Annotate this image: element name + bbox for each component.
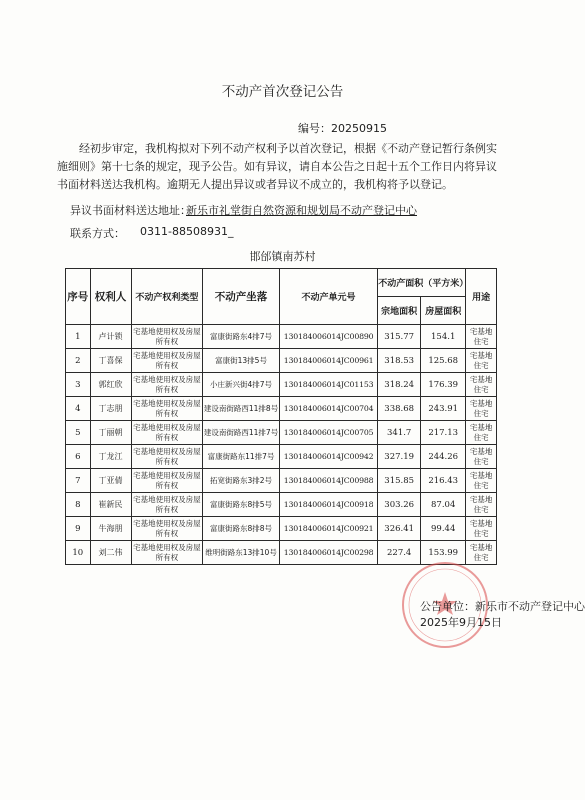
table-row bbox=[66, 517, 497, 541]
row-land-area: 315.85 bbox=[378, 469, 421, 493]
row-location: 富康街路东4排7号 bbox=[203, 325, 280, 349]
row-index: 6 bbox=[66, 445, 91, 469]
row-index: 9 bbox=[66, 517, 91, 541]
row-house-area: 216.43 bbox=[421, 469, 466, 493]
row-location: 小庄新兴街4排7号 bbox=[203, 373, 280, 397]
row-index: 2 bbox=[66, 349, 91, 373]
row-location: 拓宽街路东3排2号 bbox=[203, 469, 280, 493]
table-row bbox=[66, 445, 497, 469]
row-unit-no: 130184006014JC00704 bbox=[279, 397, 377, 421]
row-usage: 宅基地住宅 bbox=[466, 325, 497, 349]
row-house-area: 243.91 bbox=[421, 397, 466, 421]
row-usage: 宅基地住宅 bbox=[466, 373, 497, 397]
header-owner: 权利人 bbox=[90, 269, 131, 325]
row-owner: 丁龙江 bbox=[90, 445, 131, 469]
row-location: 富康街路东11排7号 bbox=[203, 445, 280, 469]
row-unit-no: 130184006014JC00890 bbox=[279, 325, 377, 349]
row-unit-no: 130184006014JC00918 bbox=[279, 493, 377, 517]
row-land-area: 318.24 bbox=[378, 373, 421, 397]
header-index: 序号 bbox=[66, 269, 91, 325]
contact-value: 0311-88508931_ bbox=[140, 225, 234, 238]
row-owner: 丁志朋 bbox=[90, 397, 131, 421]
row-index: 4 bbox=[66, 397, 91, 421]
row-right-type: 宅基地使用权及房屋所有权 bbox=[131, 469, 203, 493]
row-index: 5 bbox=[66, 421, 91, 445]
header-area: 不动产面积（平方米） bbox=[378, 269, 466, 297]
row-usage: 宅基地住宅 bbox=[466, 445, 497, 469]
row-usage: 宅基地住宅 bbox=[466, 493, 497, 517]
row-index: 3 bbox=[66, 373, 91, 397]
intro-paragraph: 经初步审定，我机构拟对下列不动产权利予以首次登记，根据《不动产登记暂行条例实施细则》第十七条的规定，现予公告。如有异议，请自本公告之日起十五个工作日内将异议书面材料送达我机构。逾期无人提出异议或者异议不成立的，我机构将予以登记。 bbox=[57, 142, 497, 191]
page-title: 不动产首次登记公告 bbox=[221, 84, 344, 100]
row-location: 建设南街路西11排8号 bbox=[203, 397, 280, 421]
row-unit-no: 130184006014JC00961 bbox=[279, 349, 377, 373]
row-right-type: 宅基地使用权及房屋所有权 bbox=[131, 325, 203, 349]
row-house-area: 244.26 bbox=[421, 445, 466, 469]
row-house-area: 87.04 bbox=[421, 493, 466, 517]
row-index: 1 bbox=[66, 325, 91, 349]
row-index: 10 bbox=[66, 541, 91, 565]
row-right-type: 宅基地使用权及房屋所有权 bbox=[131, 493, 203, 517]
row-usage: 宅基地住宅 bbox=[466, 397, 497, 421]
row-land-area: 341.7 bbox=[378, 421, 421, 445]
table-row bbox=[66, 349, 497, 373]
row-right-type: 宅基地使用权及房屋所有权 bbox=[131, 397, 203, 421]
row-owner: 刘二伟 bbox=[90, 541, 131, 565]
row-unit-no: 130184006014JC00705 bbox=[279, 421, 377, 445]
address-label: 异议书面材料送达地址： bbox=[70, 204, 191, 217]
row-location: 富康街路东8排5号 bbox=[203, 493, 280, 517]
table-row bbox=[66, 421, 497, 445]
table-row bbox=[66, 373, 497, 397]
table-row bbox=[66, 469, 497, 493]
row-land-area: 315.77 bbox=[378, 325, 421, 349]
row-unit-no: 130184006014JC00942 bbox=[279, 445, 377, 469]
row-house-area: 217.13 bbox=[421, 421, 466, 445]
row-right-type: 宅基地使用权及房屋所有权 bbox=[131, 541, 203, 565]
header-right-type: 不动产权利类型 bbox=[131, 269, 203, 325]
header-location: 不动产坐落 bbox=[203, 269, 280, 325]
row-owner: 牛海朋 bbox=[90, 517, 131, 541]
row-unit-no: 130184006014JC00921 bbox=[279, 517, 377, 541]
row-usage: 宅基地住宅 bbox=[466, 421, 497, 445]
row-house-area: 125.68 bbox=[421, 349, 466, 373]
row-owner: 卢计锁 bbox=[90, 325, 131, 349]
row-unit-no: 130184006014JC01153 bbox=[279, 373, 377, 397]
row-owner: 丁丽朝 bbox=[90, 421, 131, 445]
signature-org: 公告单位：新乐市不动产登记中心 bbox=[420, 600, 585, 613]
row-right-type: 宅基地使用权及房屋所有权 bbox=[131, 421, 203, 445]
row-right-type: 宅基地使用权及房屋所有权 bbox=[131, 445, 203, 469]
row-index: 8 bbox=[66, 493, 91, 517]
row-location: 富康街13排5号 bbox=[203, 349, 280, 373]
signature-date: 2025年9月15日 bbox=[420, 616, 502, 629]
row-land-area: 303.26 bbox=[378, 493, 421, 517]
table-row bbox=[66, 325, 497, 349]
row-owner: 崔新民 bbox=[90, 493, 131, 517]
row-right-type: 宅基地使用权及房屋所有权 bbox=[131, 373, 203, 397]
row-unit-no: 130184006014JC00988 bbox=[279, 469, 377, 493]
header-house-area: 房屋面积 bbox=[421, 297, 466, 325]
row-index: 7 bbox=[66, 469, 91, 493]
row-house-area: 176.39 bbox=[421, 373, 466, 397]
row-owner: 郭红欣 bbox=[90, 373, 131, 397]
table-row bbox=[66, 397, 497, 421]
table-row bbox=[66, 493, 497, 517]
row-land-area: 338.68 bbox=[378, 397, 421, 421]
row-usage: 宅基地住宅 bbox=[466, 469, 497, 493]
row-unit-no: 130184006014JC00298 bbox=[279, 541, 377, 565]
header-land-area: 宗地面积 bbox=[378, 297, 421, 325]
document-number: 编号：20250915 bbox=[298, 122, 387, 135]
row-house-area: 154.1 bbox=[421, 325, 466, 349]
row-land-area: 327.19 bbox=[378, 445, 421, 469]
row-usage: 宅基地住宅 bbox=[466, 349, 497, 373]
row-usage: 宅基地住宅 bbox=[466, 517, 497, 541]
row-owner: 丁亚倩 bbox=[90, 469, 131, 493]
row-house-area: 99.44 bbox=[421, 517, 466, 541]
row-land-area: 227.4 bbox=[378, 541, 421, 565]
header-usage: 用途 bbox=[466, 269, 497, 325]
row-usage: 宅基地住宅 bbox=[466, 541, 497, 565]
row-location: 建设南街路西11排7号 bbox=[203, 421, 280, 445]
row-land-area: 326.41 bbox=[378, 517, 421, 541]
village-heading: 邯邰镇南苏村 bbox=[249, 250, 316, 263]
row-house-area: 153.99 bbox=[421, 541, 466, 565]
row-right-type: 宅基地使用权及房屋所有权 bbox=[131, 517, 203, 541]
row-location: 维明街路东13排10号 bbox=[203, 541, 280, 565]
row-land-area: 318.53 bbox=[378, 349, 421, 373]
registration-table bbox=[65, 268, 497, 565]
address-value: 新乐市礼堂街自然资源和规划局不动产登记中心 bbox=[186, 204, 417, 217]
contact-label: 联系方式： bbox=[70, 227, 125, 240]
header-unit-no: 不动产单元号 bbox=[279, 269, 377, 325]
row-right-type: 宅基地使用权及房屋所有权 bbox=[131, 349, 203, 373]
row-location: 富康街路东8排8号 bbox=[203, 517, 280, 541]
row-owner: 丁喜保 bbox=[90, 349, 131, 373]
